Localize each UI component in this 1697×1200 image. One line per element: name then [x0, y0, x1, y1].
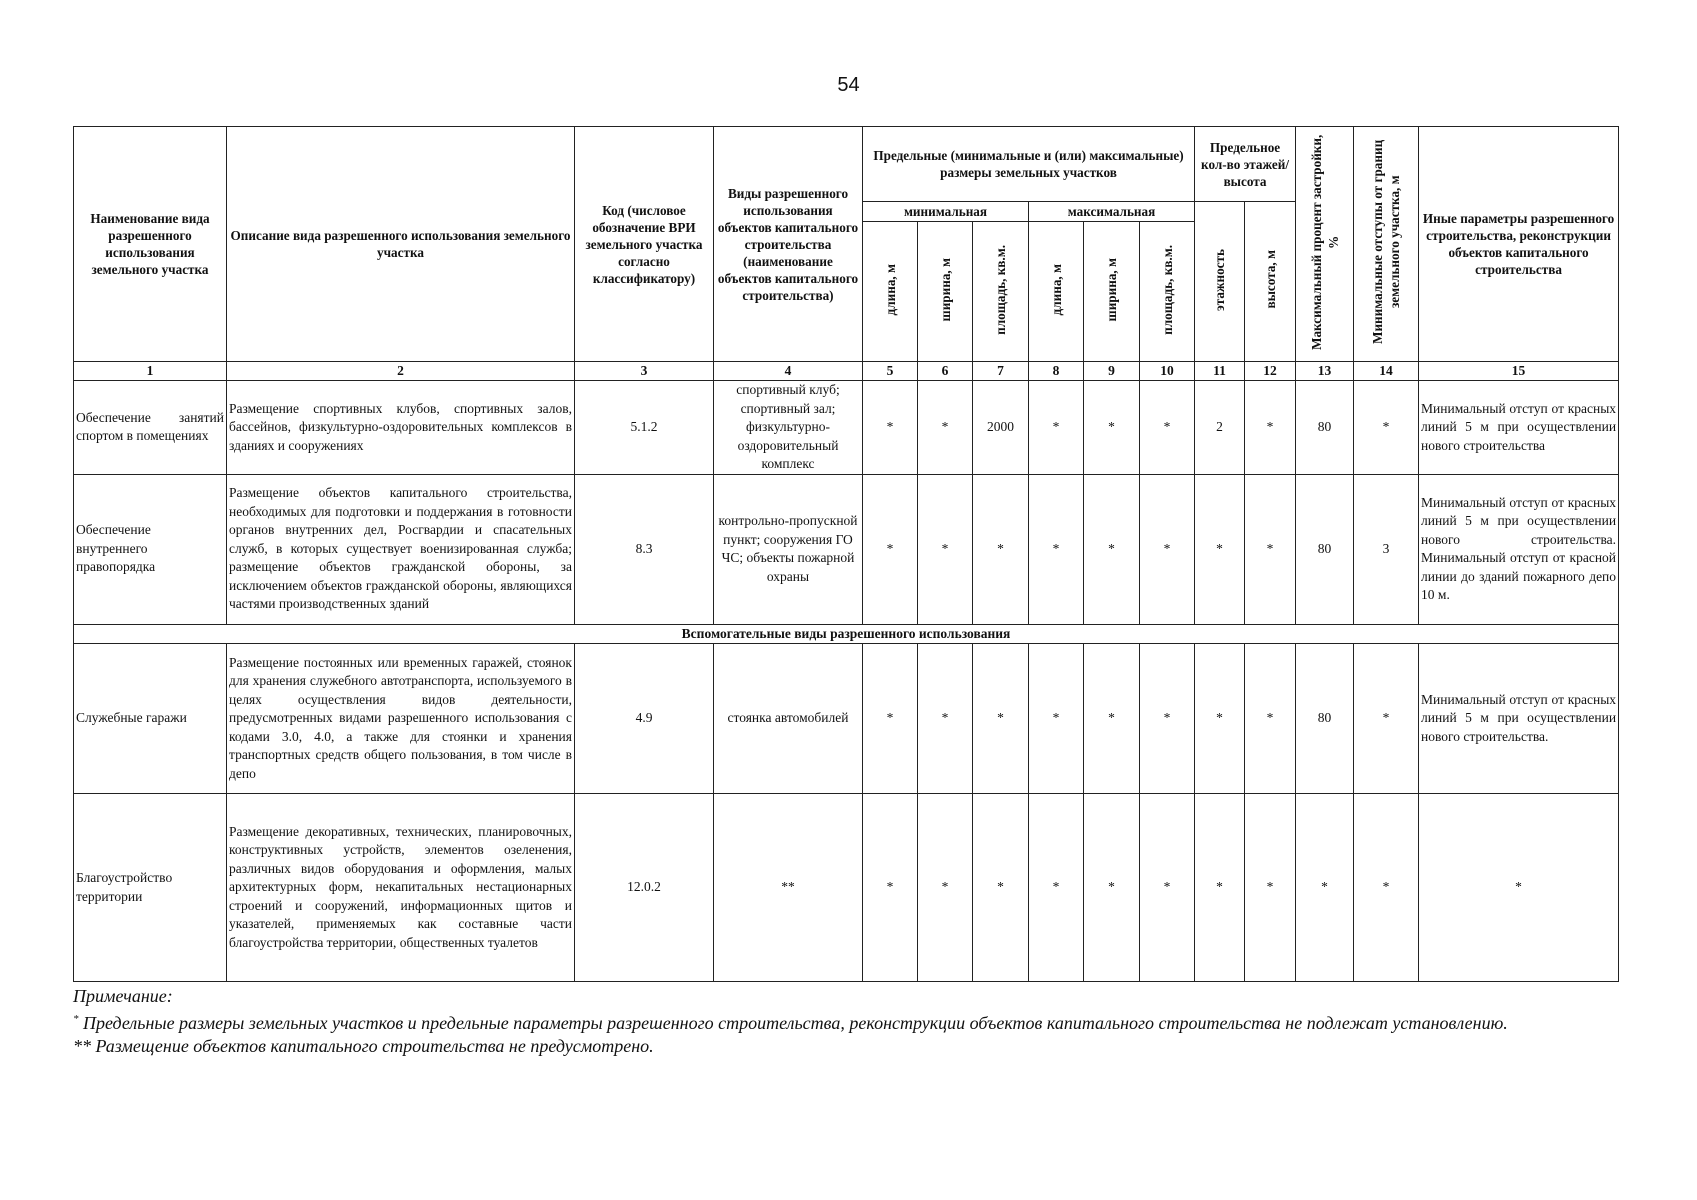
- value-cell: *: [1354, 794, 1419, 982]
- row-code: 8.3: [575, 474, 714, 624]
- value-cell: 3: [1354, 474, 1419, 624]
- header-name: Наименование вида разрешенного использования земельного участка: [74, 127, 227, 362]
- row-other-params: Минимальный отступ от красных линий 5 м при осуществлении нового строительства.: [1419, 644, 1619, 794]
- row-code: 12.0.2: [575, 794, 714, 982]
- value-cell: *: [1084, 474, 1140, 624]
- value-cell: *: [1140, 644, 1195, 794]
- header-max-coverage: Максимальный процент застройки, %: [1296, 127, 1354, 362]
- value-cell: *: [973, 644, 1029, 794]
- row-description: Размещение постоянных или временных гаражей, стоянок для хранения служебного автотранспорта, используемого в целях осуществления видов деятельности, предусмотренных видами разрешенного использования с кодами 3.0, 4.0, а также для стоянки и хранения транспортных средств общего пользования, в том числе в депо: [227, 644, 575, 794]
- column-number: 10: [1140, 362, 1195, 381]
- header-max-group: максимальная: [1029, 202, 1195, 222]
- value-cell: *: [863, 644, 918, 794]
- header-floors-group: Предельное кол-во этажей/ высота: [1195, 127, 1296, 202]
- column-number: 1: [74, 362, 227, 381]
- section-title: Вспомогательные виды разрешенного использования: [74, 624, 1619, 644]
- value-cell: *: [1245, 381, 1296, 475]
- row-other-params: *: [1419, 794, 1619, 982]
- row-description: Размещение объектов капитального строительства, необходимых для подготовки и поддержания в готовности органов внутренних дел, Росгвардии и спасательных служб, в которых существует военизированная служба; размещение объектов гражданской обороны, за исключением объектов гражданской обороны, являющихся частями производственных зданий: [227, 474, 575, 624]
- header-description: Описание вида разрешенного использования земельного участка: [227, 127, 575, 362]
- header-oks-types: Виды разрешенного использования объектов капитального строительства (наименование объектов капитального строительства): [714, 127, 863, 362]
- table-row: [74, 474, 1619, 624]
- header-max-area: площадь, кв.м.: [1140, 222, 1195, 362]
- row-description: Размещение спортивных клубов, спортивных залов, бассейнов, физкультурно-оздоровительных комплексов в зданиях и сооружениях: [227, 381, 575, 475]
- table-row: [74, 794, 1619, 982]
- column-number: 6: [918, 362, 973, 381]
- value-cell: 80: [1296, 381, 1354, 475]
- value-cell: *: [1029, 794, 1084, 982]
- row-oks: стоянка автомобилей: [714, 644, 863, 794]
- value-cell: 80: [1296, 644, 1354, 794]
- row-oks: **: [714, 794, 863, 982]
- value-cell: *: [1084, 644, 1140, 794]
- value-cell: *: [1084, 381, 1140, 475]
- column-number: 12: [1245, 362, 1296, 381]
- value-cell: *: [1354, 381, 1419, 475]
- row-code: 4.9: [575, 644, 714, 794]
- header-max-length: длина, м: [1029, 222, 1084, 362]
- footnote-title: Примечание:: [73, 986, 173, 1006]
- header-min-setbacks: Минимальные отступы от границ земельного участка, м: [1354, 127, 1419, 362]
- header-max-width: ширина, м: [1084, 222, 1140, 362]
- row-description: Размещение декоративных, технических, планировочных, конструктивных устройств, элементов озеленения, различных видов оборудования и оформления, малых архитектурных форм, некапитальных нестационарных строений и сооружений, информационных щитов и указателей, применяемых как составные части благоустройства территории, общественных туалетов: [227, 794, 575, 982]
- value-cell: *: [1195, 474, 1245, 624]
- row-other-params: Минимальный отступ от красных линий 5 м при осуществлении нового строительства. Минимальный отступ от красной линии до зданий пожарного депо 10 м.: [1419, 474, 1619, 624]
- row-code: 5.1.2: [575, 381, 714, 475]
- land-use-table: [73, 126, 1619, 982]
- value-cell: *: [918, 381, 973, 475]
- value-cell: *: [1195, 794, 1245, 982]
- header-plot-sizes: Предельные (минимальные и (или) максимальные) размеры земельных участков: [863, 127, 1195, 202]
- page-number: 54: [837, 74, 860, 96]
- value-cell: 2: [1195, 381, 1245, 475]
- table-row: [74, 644, 1619, 794]
- table-row: [74, 381, 1619, 475]
- column-number: 14: [1354, 362, 1419, 381]
- row-name: Служебные гаражи: [74, 644, 227, 794]
- header-other-params: Иные параметры разрешенного строительства, реконструкции объектов капитального строительства: [1419, 127, 1619, 362]
- value-cell: *: [1140, 794, 1195, 982]
- value-cell: *: [1195, 644, 1245, 794]
- value-cell: *: [1245, 794, 1296, 982]
- footnote-star2: ** Размещение объектов капитального строительства не предусмотрено.: [73, 1036, 654, 1056]
- value-cell: *: [1245, 644, 1296, 794]
- header-min-length: длина, м: [863, 222, 918, 362]
- column-number: 5: [863, 362, 918, 381]
- value-cell: *: [973, 474, 1029, 624]
- section-row: [74, 624, 1619, 644]
- footnote-star1-text: Предельные размеры земельных участков и предельные параметры разрешенного строительства, реконструкции объектов капитального строительства не подлежат установлению.: [78, 1013, 1508, 1033]
- value-cell: *: [1029, 474, 1084, 624]
- column-number: 3: [575, 362, 714, 381]
- row-name: Обеспечение занятий спортом в помещениях: [74, 381, 227, 475]
- footnote-star1: [73, 1008, 1618, 1035]
- column-number: 4: [714, 362, 863, 381]
- value-cell: *: [863, 381, 918, 475]
- value-cell: *: [1029, 381, 1084, 475]
- value-cell: *: [1140, 381, 1195, 475]
- value-cell: *: [1296, 794, 1354, 982]
- footnote-star-mark: *: [73, 1013, 79, 1025]
- value-cell: *: [918, 474, 973, 624]
- value-cell: 2000: [973, 381, 1029, 475]
- header-min-group: минимальная: [863, 202, 1029, 222]
- header-code: Код (числовое обозначение ВРИ земельного участка согласно классификатору): [575, 127, 714, 362]
- column-number: 2: [227, 362, 575, 381]
- row-oks: контрольно-пропускной пункт; сооружения ГО ЧС; объекты пожарной охраны: [714, 474, 863, 624]
- row-name: Обеспечение внутреннего правопорядка: [74, 474, 227, 624]
- header-min-width: ширина, м: [918, 222, 973, 362]
- header-floors: этажность: [1195, 202, 1245, 362]
- value-cell: *: [1084, 794, 1140, 982]
- value-cell: *: [1245, 474, 1296, 624]
- value-cell: *: [918, 644, 973, 794]
- value-cell: *: [973, 794, 1029, 982]
- column-number: 9: [1084, 362, 1140, 381]
- header-height: высота, м: [1245, 202, 1296, 362]
- value-cell: *: [863, 794, 918, 982]
- column-number: 11: [1195, 362, 1245, 381]
- column-number: 15: [1419, 362, 1619, 381]
- row-other-params: Минимальный отступ от красных линий 5 м при осуществлении нового строительства: [1419, 381, 1619, 475]
- column-number: 8: [1029, 362, 1084, 381]
- value-cell: *: [863, 474, 918, 624]
- column-number: 7: [973, 362, 1029, 381]
- footnote-block: [73, 985, 1618, 1058]
- value-cell: *: [1354, 644, 1419, 794]
- column-number: 13: [1296, 362, 1354, 381]
- value-cell: 80: [1296, 474, 1354, 624]
- row-oks: спортивный клуб; спортивный зал; физкультурно-оздоровительный комплекс: [714, 381, 863, 475]
- row-name: Благоустройство территории: [74, 794, 227, 982]
- value-cell: *: [1029, 644, 1084, 794]
- header-min-area: площадь, кв.м.: [973, 222, 1029, 362]
- column-numbers-row: [74, 362, 1619, 381]
- value-cell: *: [918, 794, 973, 982]
- value-cell: *: [1140, 474, 1195, 624]
